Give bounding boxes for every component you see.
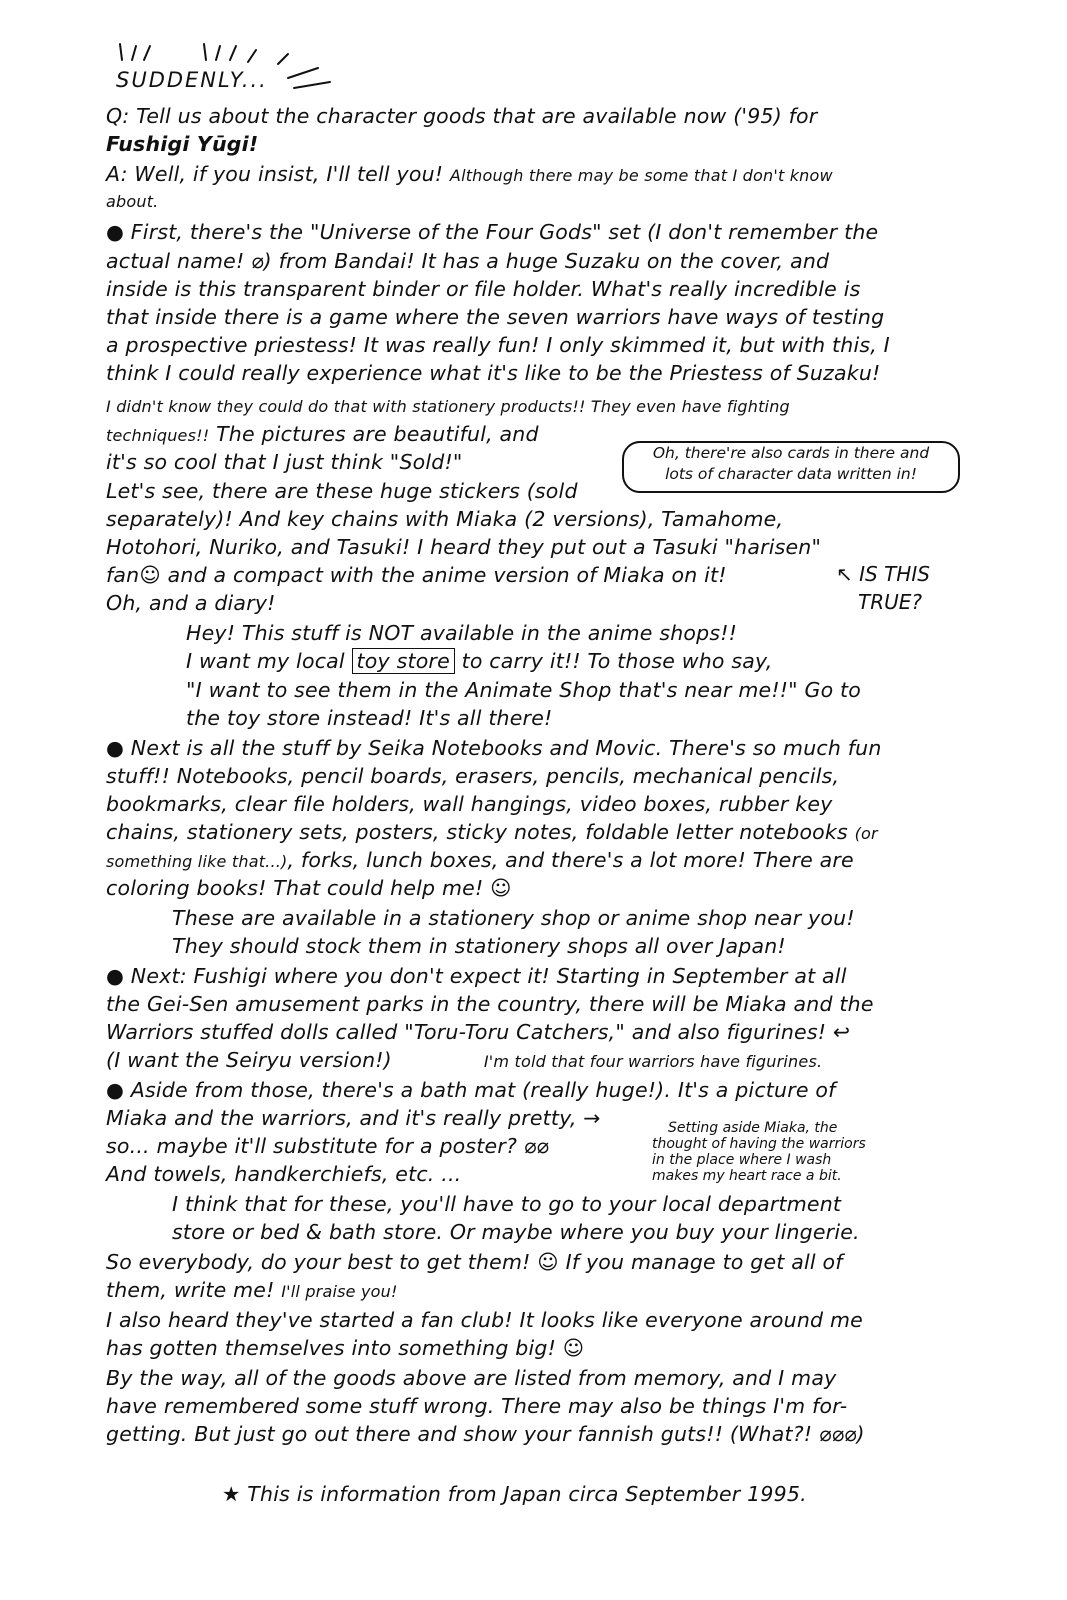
text-line: something like that...), forks, lunch boxes, and there's a lot more! There are xyxy=(106,848,854,872)
text-line: stuff!! Notebooks, pencil boards, erasers, pencils, mechanical pencils, xyxy=(106,764,840,788)
is-this-true-note-2: TRUE? xyxy=(858,590,923,614)
footer-note: ★ This is information from Japan circa September 1995. xyxy=(222,1482,807,1506)
toy-store-box: toy store xyxy=(352,648,455,674)
text-line: bookmarks, clear file holders, wall hangings, video boxes, rubber key xyxy=(106,792,833,816)
page-title: SUDDENLY... xyxy=(116,68,268,92)
text-line: techniques!! The pictures are beautiful, and xyxy=(106,422,539,446)
text-line: (I want the Seiryu version!) I'm told that four warriors have figurines. xyxy=(106,1048,823,1072)
emphasis-lines-icon xyxy=(284,64,334,94)
aside-note-4: makes my heart race a bit. xyxy=(652,1168,842,1184)
text-line: ● Aside from those, there's a bath mat (really huge!). It's a picture of xyxy=(106,1078,836,1102)
text-line: store or bed & bath store. Or maybe where you buy your lingerie. xyxy=(172,1220,860,1244)
text-line: inside is this transparent binder or file holder. What's really incredible is xyxy=(106,277,861,301)
text-line: separately)! And key chains with Miaka (2 versions), Tamahome, xyxy=(106,507,784,531)
text-line: so... maybe it'll substitute for a poster? ⌀⌀ xyxy=(106,1134,549,1158)
question-line-2: Fushigi Yūgi! xyxy=(106,132,259,156)
text-line: Let's see, there are these huge stickers (sold xyxy=(106,479,578,503)
text-line: a prospective priestess! It was really fun! I only skimmed it, but with this, I xyxy=(106,333,890,357)
speech-bubble xyxy=(622,441,960,493)
aside-note-3: in the place where I wash xyxy=(652,1152,832,1168)
bubble-line-1: Oh, there're also cards in there and xyxy=(652,444,930,462)
text-line: getting. But just go out there and show your fannish guts!! (What?! ⌀⌀⌀) xyxy=(106,1422,865,1446)
text-line: that inside there is a game where the seven warriors have ways of testing xyxy=(106,305,885,329)
text-line: Miaka and the warriors, and it's really pretty, → xyxy=(106,1106,601,1130)
is-this-true-note: ↖ IS THIS xyxy=(836,562,930,586)
answer-line-2: about. xyxy=(106,192,159,211)
text-line: fan☺ and a compact with the anime version of Miaka on it! xyxy=(106,563,727,587)
text-line: Warriors stuffed dolls called "Toru-Toru Catchers," and also figurines! ↩ xyxy=(106,1020,851,1044)
text-line: They should stock them in stationery shops all over Japan! xyxy=(172,934,786,958)
text-line: ● Next is all the stuff by Seika Notebooks and Movic. There's so much fun xyxy=(106,736,882,760)
text-line: has gotten themselves into something big! ☺ xyxy=(106,1336,585,1360)
text-line: And towels, handkerchiefs, etc. ... xyxy=(106,1162,462,1186)
text-line: have remembered some stuff wrong. There may also be things I'm for- xyxy=(106,1394,848,1418)
text-line: By the way, all of the goods above are listed from memory, and I may xyxy=(106,1366,837,1390)
text-line: the toy store instead! It's all there! xyxy=(186,706,553,730)
text-line: the Gei-Sen amusement parks in the country, there will be Miaka and the xyxy=(106,992,874,1016)
text-line: ● First, there's the "Universe of the Four Gods" set (I don't remember the xyxy=(106,220,879,244)
emphasis-marks-icon xyxy=(116,40,306,66)
text-line: "I want to see them in the Animate Shop that's near me!!" Go to xyxy=(186,678,862,702)
question-line-1: Q: Tell us about the character goods that are available now ('95) for xyxy=(106,104,818,128)
aside-note-1: Setting aside Miaka, the xyxy=(668,1120,838,1136)
text-line: These are available in a stationery shop or anime shop near you! xyxy=(172,906,855,930)
text-line: I also heard they've started a fan club! It looks like everyone around me xyxy=(106,1308,863,1332)
aside-note-2: thought of having the warriors xyxy=(652,1136,866,1152)
text-line: think I could really experience what it's like to be the Priestess of Suzaku! xyxy=(106,361,881,385)
bubble-line-2: lots of character data written in! xyxy=(665,465,917,483)
text-line: it's so cool that I just think "Sold!" xyxy=(106,450,463,474)
text-line: Oh, and a diary! xyxy=(106,591,276,615)
text-line: Hey! This stuff is NOT available in the anime shops!! xyxy=(186,621,738,645)
text-line: chains, stationery sets, posters, sticky notes, foldable letter notebooks (or xyxy=(106,820,878,844)
text-line: Hotohori, Nuriko, and Tasuki! I heard they put out a Tasuki "harisen" xyxy=(106,535,822,559)
text-line: I think that for these, you'll have to go to your local department xyxy=(172,1192,842,1216)
text-line: coloring books! That could help me! ☺ xyxy=(106,876,512,900)
text-line: them, write me! I'll praise you! xyxy=(106,1278,398,1302)
text-line: I didn't know they could do that with stationery products!! They even have fighting xyxy=(106,397,790,416)
text-line: actual name! ⌀) from Bandai! It has a huge Suzaku on the cover, and xyxy=(106,249,830,273)
answer-line-1: A: Well, if you insist, I'll tell you! Although there may be some that I don't know xyxy=(106,162,833,186)
text-line: ● Next: Fushigi where you don't expect it! Starting in September at all xyxy=(106,964,847,988)
text-line: I want my local toy store to carry it!! To those who say, xyxy=(186,649,773,673)
text-line: So everybody, do your best to get them! ☺ If you manage to get all of xyxy=(106,1250,843,1274)
